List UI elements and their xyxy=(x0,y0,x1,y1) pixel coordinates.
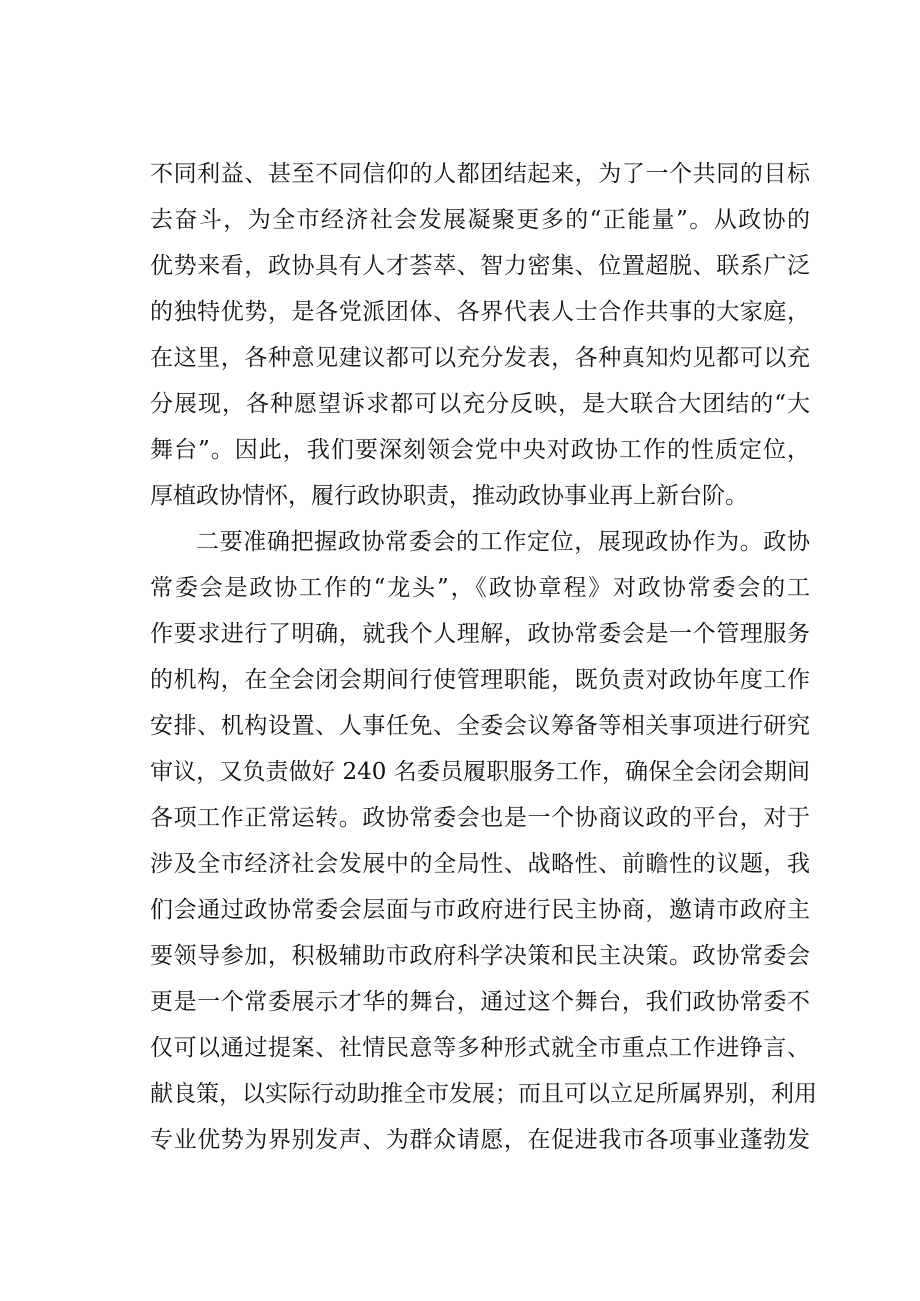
text-line: 二要准确把握政协常委会的工作定位，展现政协作为。政协 xyxy=(196,529,810,555)
paragraph-1 xyxy=(150,151,810,519)
text-line: 去奋斗，为全市经济社会发展凝聚更多的“正能量”。从政协的 xyxy=(150,207,810,233)
text-line: 涉及全市经济社会发展中的全局性、战略性、前瞻性的议题，我 xyxy=(150,851,810,877)
text-line: 们会通过政协常委会层面与市政府进行民主协商，邀请市政府主 xyxy=(150,897,810,923)
paragraph-2 xyxy=(150,519,817,1163)
text-line: 的独特优势，是各党派团体、各界代表人士合作共事的大家庭， xyxy=(150,299,810,325)
text-line: 献良策，以实际行动助推全市发展；而且可以立足所属界别，利用 xyxy=(150,1081,817,1107)
text-line: 厚植政协情怀，履行政协职责，推动政协事业再上新台阶。 xyxy=(150,483,748,509)
text-line: 审议，又负责做好 240 名委员履职服务工作，确保全会闭会期间 xyxy=(150,759,810,785)
text-line: 作要求进行了明确，就我个人理解，政协常委会是一个管理服务 xyxy=(150,621,810,647)
text-line: 常委会是政协工作的“龙头”，《政协章程》对政协常委会的工 xyxy=(150,575,810,601)
text-line: 各项工作正常运转。政协常委会也是一个协商议政的平台，对于 xyxy=(150,805,810,831)
text-line: 专业优势为界别发声、为群众请愿，在促进我市各项事业蓬勃发 xyxy=(150,1127,810,1153)
body-text xyxy=(150,151,817,1163)
text-line: 要领导参加，积极辅助市政府科学决策和民主决策。政协常委会 xyxy=(150,943,810,969)
text-line: 的机构，在全会闭会期间行使管理职能，既负责对政协年度工作 xyxy=(150,667,810,693)
text-line: 仅可以通过提案、社情民意等多种形式就全市重点工作进铮言、 xyxy=(150,1035,810,1061)
text-line: 更是一个常委展示才华的舞台，通过这个舞台，我们政协常委不 xyxy=(150,989,810,1015)
text-line: 分展现，各种愿望诉求都可以充分反映，是大联合大团结的“大 xyxy=(150,391,810,417)
text-line: 不同利益、甚至不同信仰的人都团结起来，为了一个共同的目标 xyxy=(150,161,810,187)
text-line: 在这里，各种意见建议都可以充分发表，各种真知灼见都可以充 xyxy=(150,345,810,371)
text-line: 优势来看，政协具有人才荟萃、智力密集、位置超脱、联系广泛 xyxy=(150,253,810,279)
text-line: 舞台”。因此，我们要深刻领会党中央对政协工作的性质定位， xyxy=(150,437,810,463)
text-line: 安排、机构设置、人事任免、全委会议筹备等相关事项进行研究 xyxy=(150,713,810,739)
